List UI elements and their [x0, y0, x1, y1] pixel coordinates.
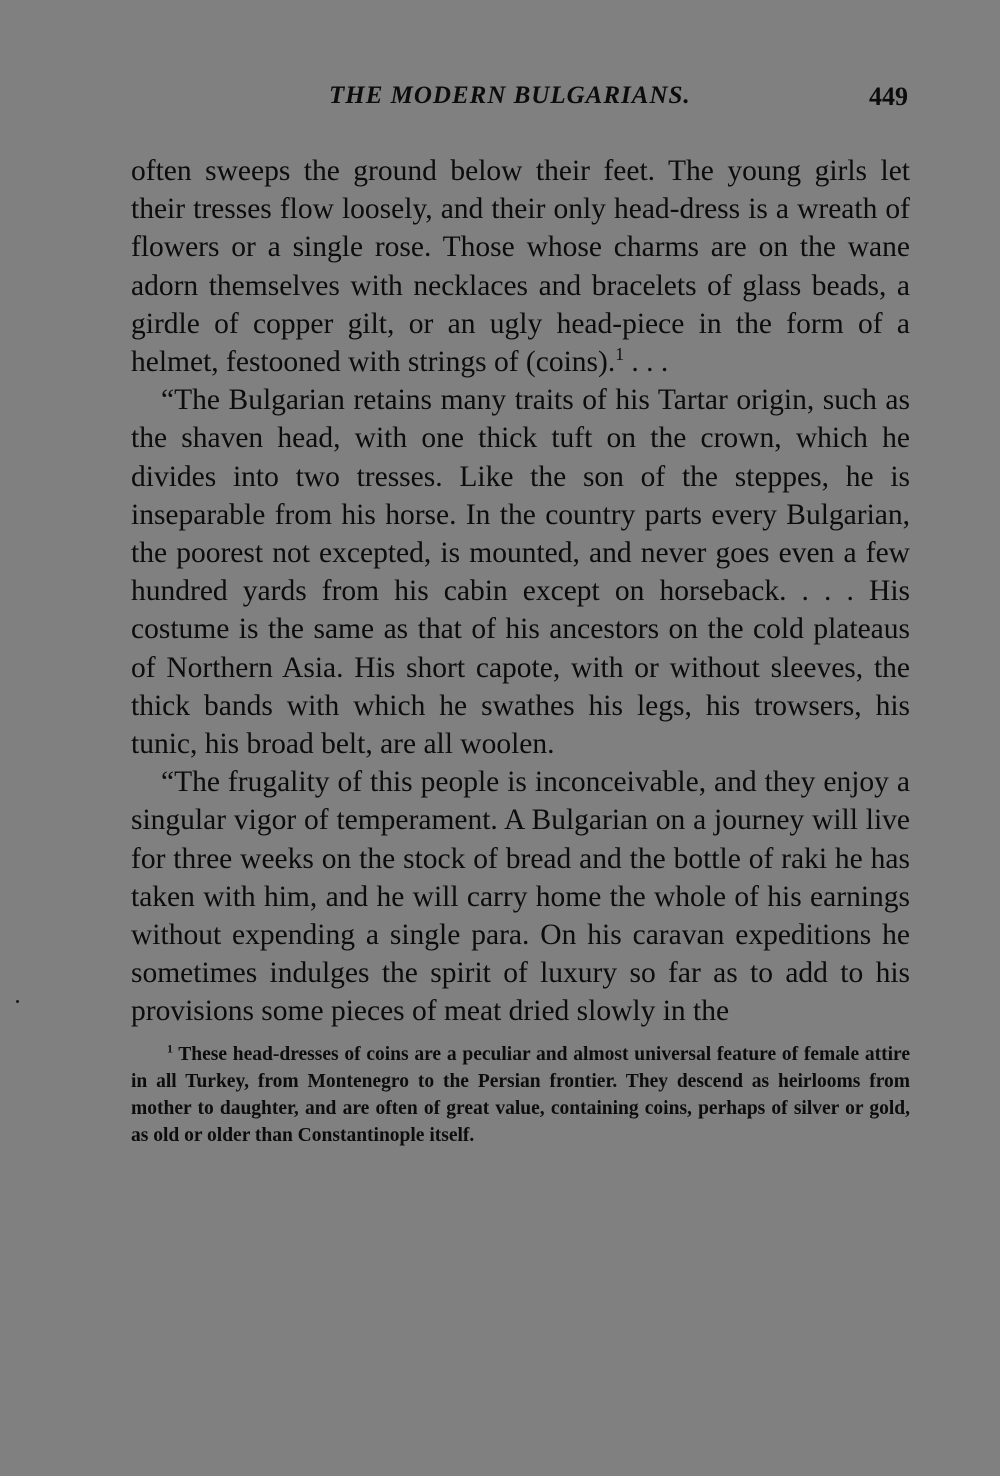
footnote-ref-1: 1: [615, 344, 625, 365]
paragraph-3: [131, 763, 910, 1030]
footnotes: [131, 1041, 910, 1149]
paragraph-2-text: “The Bulgarian retains many traits of his Tartar origin, such as the shaven head, with one thick tuft on the crown, which he divides into two tresses. Like the son of the steppes, he is inseparable from his horse. In the country parts every Bulgarian, the poorest not excepted, is mounted, and never goes even a few hundred yards from his cabin except on horseback. . . . His costume is the same as that of his ancestors on the cold plateaus of Northern Asia. His short capote, with or without sleeves, the thick bands with which he swathes his legs, his trowsers, his tunic, his broad belt, are all woolen.: [131, 384, 910, 761]
footnote-marker-1: 1: [167, 1042, 173, 1056]
running-head: [131, 82, 910, 122]
body-text: [131, 152, 910, 1031]
ellipsis: . . .: [624, 346, 669, 379]
paragraph-3-text: “The frugality of this people is inconceivable, and they enjoy a singular vigor of temperament. A Bulgarian on a journey will live for three weeks on the stock of bread and the bottle of raki he has taken with him, and he will carry home the whole of his earnings without expending a single para. On his caravan expeditions he sometimes indulges the spirit of luxury so far as to add to his provisions some pieces of meat dried slowly in the: [131, 766, 910, 1028]
paragraph-1: [131, 152, 910, 381]
book-page: [131, 82, 910, 1149]
margin-speck: [16, 1000, 19, 1003]
paragraph-1-text: often sweeps the ground below their feet. The young girls let their tresses flow loosely, and their only head-dress is a wreath of flowers or a single rose. Those whose charms are on the wane adorn themselves with necklaces and bracelets of glass beads, a girdle of copper gilt, or an ugly head-piece in the form of a helmet, festooned with strings of (coins).: [131, 155, 910, 379]
running-title: THE MODERN BULGARIANS.: [329, 82, 691, 109]
footnote-1: [131, 1041, 910, 1149]
paragraph-2: [131, 381, 910, 763]
page-number: 449: [869, 82, 908, 111]
footnote-1-text: These head-dresses of coins are a peculiar and almost universal feature of female attire in all Turkey, from Montenegro to the Persian frontier. They descend as heirlooms from mother to daughter, and are often of great value, containing coins, perhaps of silver or gold, as old or older than Constantinople itself.: [131, 1043, 910, 1146]
